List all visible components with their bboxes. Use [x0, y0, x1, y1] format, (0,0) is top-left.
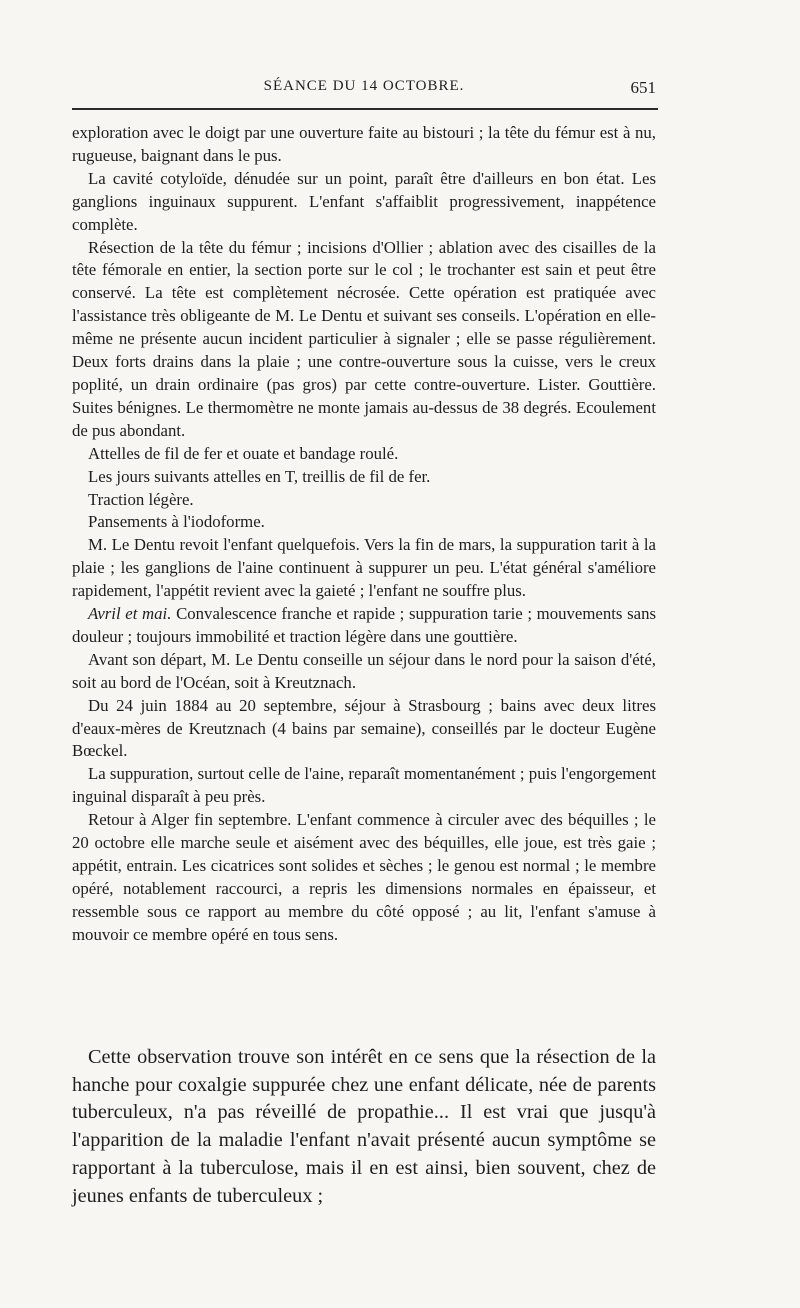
paragraph-suppuration: La suppuration, surtout celle de l'aine, reparaît momentanément ; puis l'engorgement inguinal disparaît à peu près. [72, 764, 656, 807]
page-header [72, 74, 656, 102]
commentary [72, 1044, 656, 1210]
page-number: 651 [630, 78, 656, 97]
paragraph-avant-depart: Avant son départ, M. Le Dentu conseille un séjour dans le nord pour la saison d'été, soit au bord de l'Océan, soit à Kreutznach. [72, 649, 656, 692]
paragraph-cavite: La cavité cotyloïde, dénudée sur un point, paraît être d'ailleurs en bon état. Les ganglions inguinaux suppurent. L'enfant s'affaiblit progressivement, inappétence complète. [72, 168, 656, 234]
paragraph-attelles: Attelles de fil de fer et ouate et bandage roulé. [88, 443, 399, 463]
paragraph-resection: Résection de la tête du fémur ; incisions d'Ollier ; ablation avec des cisailles de la tête fémorale en entier, la section porte sur le col ; le trochanter est sain et peut être conservé. La tête est complètement nécrosée. Cette opération est pratiquée avec l'assistance très obligeante de M. Le Dentu et suivant ses conseils. L'opération en elle-même ne présente aucun incident particulier à signaler ; elle se passe régulièrement. Deux forts drains dans la plaie ; une contre-ouverture sous la cuisse, vers le creux poplité, un drain ordinaire (pas gros) par cette contre-ouverture. Lister. Gouttière. Suites bénignes. Le thermomètre ne monte jamais au-dessus de 38 degrés. Ecoulement de pus abondant. [72, 237, 656, 440]
paragraph-conclusion: Cette observation trouve son intérêt en ce sens que la résection de la hanche pour coxalgie suppurée chez une enfant délicate, née de parents tuberculeux, n'a pas réveillé de propathie... Il est vrai que jusqu'à l'apparition de la maladie l'enfant n'avait présenté aucun symptôme se rapportant à la tuberculose, mais il en est ainsi, bien souvent, chez de jeunes enfants de tuberculeux ; [72, 1046, 656, 1207]
paragraph-pansements: Pansements à l'iodoforme. [88, 512, 265, 532]
observation-body [72, 122, 656, 947]
avril-mai-lead: Avril et mai. [88, 604, 172, 624]
paragraph-avril-mai [72, 603, 656, 649]
paragraph-jours-suivants: Les jours suivants attelles en T, treillis de fil de fer. [88, 466, 431, 486]
paragraph-traction: Traction légère. [88, 489, 194, 509]
header-rule [72, 108, 658, 110]
avril-mai-text: Convalescence franche et rapide ; suppuration tarie ; mouvements sans douleur ; toujours immobilité et traction légère dans une gouttière. [72, 604, 656, 646]
paragraph-le-dentu-revoit: M. Le Dentu revoit l'enfant quelquefois. Vers la fin de mars, la suppuration tarit à la plaie ; les ganglions de l'aine continuent à suppurer un peu. L'état général s'améliore rapidement, l'appétit revient avec la gaieté ; l'enfant ne souffre plus. [72, 535, 656, 601]
paragraph-exploration: exploration avec le doigt par une ouverture faite au bistouri ; la tête du fémur est à nu, rugueuse, baignant dans le pus. [72, 123, 656, 165]
paragraph-retour-alger: Retour à Alger fin septembre. L'enfant commence à circuler avec des béquilles ; le 20 octobre elle marche seule et aisément avec des béquilles, elle joue, est très gaie ; appétit, entrain. Les cicatrices sont solides et sèches ; le genou est normal ; le membre opéré, notablement raccourci, a repris les dimensions normales en épaisseur, et ressemble sous ce rapport au membre du côté opposé ; au lit, l'enfant s'amuse à mouvoir ce membre opéré en tous sens. [72, 810, 656, 944]
running-title: SÉANCE DU 14 OCTOBRE. [263, 78, 465, 94]
paragraph-strasbourg: Du 24 juin 1884 au 20 septembre, séjour à Strasbourg ; bains avec deux litres d'eaux-mères de Kreutznach (4 bains par semaine), conseillés par le docteur Eugène Bœckel. [72, 695, 656, 761]
